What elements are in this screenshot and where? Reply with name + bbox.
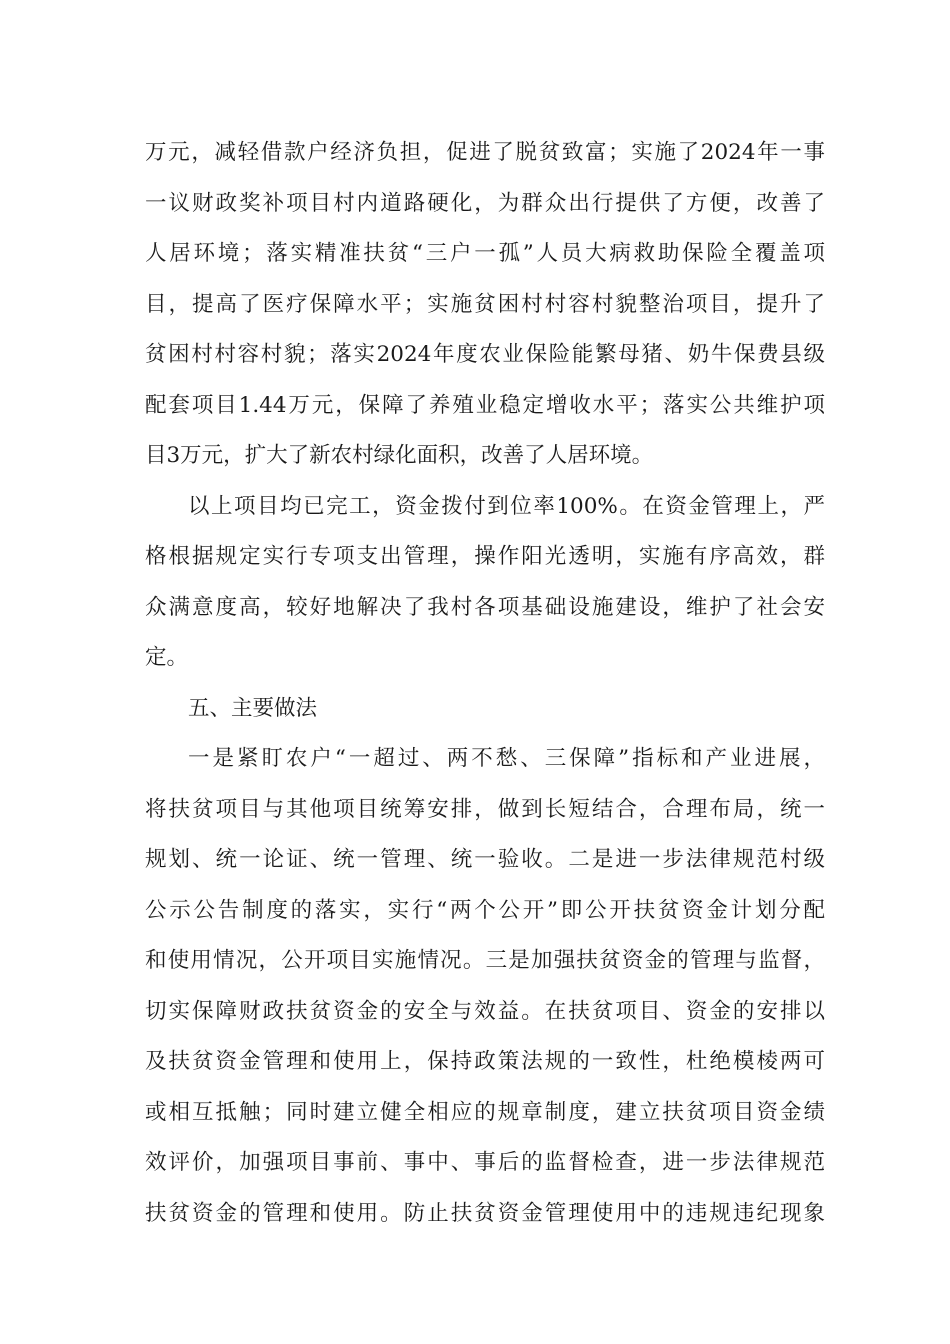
text-line: 规划、统一论证、统一管理、统一验收。二是进一步法律规范村级 bbox=[145, 847, 825, 872]
text-line: 众满意度高，较好地解决了我村各项基础设施建设，维护了社会安 bbox=[145, 594, 825, 620]
text-line: 目3万元，扩大了新农村绿化面积，改善了人居环境。 bbox=[145, 443, 654, 468]
text-line: 贫困村村容村貌；落实2024年度农业保险能繁母猪、奶牛保费县级 bbox=[145, 342, 825, 367]
heading-text: 五、主要做法 bbox=[188, 695, 318, 721]
text-line: 切实保障财政扶贫资金的安全与效益。在扶贫项目、资金的安排以 bbox=[145, 998, 825, 1024]
text-line: 目，提高了医疗保障水平；实施贫困村村容村貌整治项目，提升了 bbox=[145, 291, 825, 317]
document-body bbox=[145, 128, 825, 1239]
text-line: 一议财政奖补项目村内道路硬化，为群众出行提供了方便，改善了 bbox=[145, 190, 825, 216]
paragraph-project-summary bbox=[145, 128, 825, 482]
text-line: 定。 bbox=[145, 645, 189, 670]
paragraph-completion-status bbox=[145, 482, 825, 684]
paragraph-main-practices bbox=[145, 734, 825, 1239]
text-line: 配套项目1.44万元，保障了养殖业稳定增收水平；落实公共维护项 bbox=[145, 392, 825, 418]
text-line: 效评价，加强项目事前、事中、事后的监督检查，进一步法律规范 bbox=[145, 1150, 825, 1175]
section-heading bbox=[145, 684, 825, 735]
text-line: 万元，减轻借款户经济负担，促进了脱贫致富；实施了2024年一事 bbox=[145, 140, 825, 165]
text-line: 人居环境；落实精准扶贫“三户一孤”人员大病救助保险全覆盖项 bbox=[145, 241, 825, 266]
text-line: 和使用情况，公开项目实施情况。三是加强扶贫资金的管理与监督， bbox=[145, 948, 825, 973]
text-line: 及扶贫资金管理和使用上，保持政策法规的一致性，杜绝模棱两可 bbox=[145, 1049, 825, 1074]
text-line: 公示公告制度的落实，实行“两个公开”即公开扶贫资金计划分配 bbox=[145, 897, 825, 923]
text-line: 一是紧盯农户“一超过、两不愁、三保障”指标和产业进展， bbox=[188, 746, 825, 771]
text-line: 将扶贫项目与其他项目统筹安排，做到长短结合，合理布局，统一 bbox=[145, 796, 825, 822]
text-line: 以上项目均已完工，资金拨付到位率100%。在资金管理上，严 bbox=[188, 493, 825, 519]
text-line: 或相互抵触；同时建立健全相应的规章制度，建立扶贫项目资金绩 bbox=[145, 1099, 825, 1125]
text-line: 扶贫资金的管理和使用。防止扶贫资金管理使用中的违规违纪现象 bbox=[145, 1200, 825, 1226]
text-line: 格根据规定实行专项支出管理，操作阳光透明，实施有序高效，群 bbox=[145, 544, 825, 569]
